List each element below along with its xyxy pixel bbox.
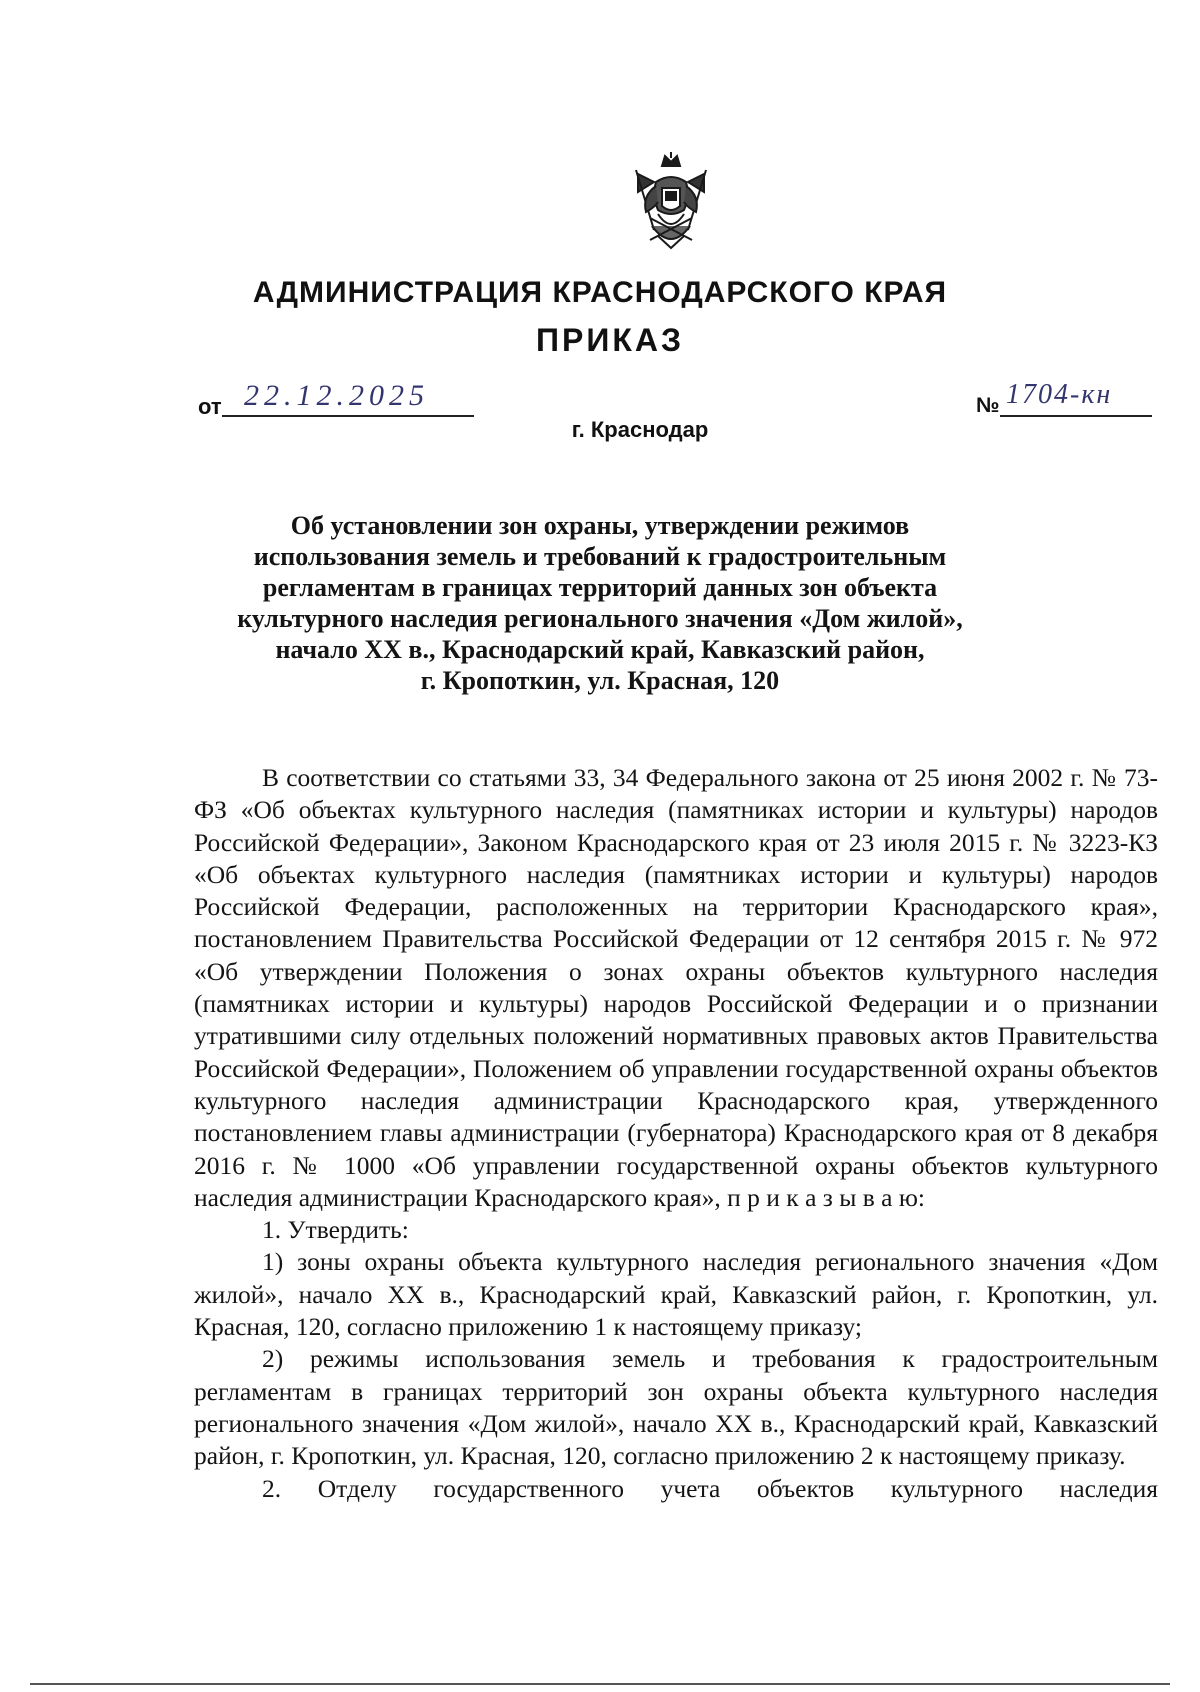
title-line: использования земель и требований к градостроительным: [253, 542, 947, 571]
item-1: 1. Утвердить:: [262, 1215, 409, 1245]
order-word: п р и к а з ы в а ю:: [727, 1182, 925, 1212]
item-1-1: 1) зоны охраны объекта культурного наследия регионального значения «Дом жилой», начало XX в., Краснодарский край, Кавказский район, г. Кропоткин, ул. Красная, 120, согласно приложению 1 к настоящему приказу;: [194, 1247, 1158, 1342]
item-2: 2. Отделу государственного учета объектов культурного наследия: [262, 1473, 1158, 1503]
preamble-paragraph: [194, 762, 1158, 1214]
number-prefix: №: [976, 394, 1000, 417]
item-1-2: 2) режимы использования земель и требования к градостроительным регламентам в границах территорий зон охраны объекта культурного наследия регионального значения «Дом жилой», начало XX в., Краснодарский край, Кавказский район, г. Кропоткин, ул. Красная, 120, согласно приложению 2 к настоящему приказу.: [194, 1344, 1158, 1471]
title-line: регламентам в границах территорий данных зон объекта: [262, 573, 938, 602]
document-title: [190, 510, 1010, 696]
document-type: ПРИКАЗ: [535, 322, 685, 358]
date-prefix: от: [198, 394, 222, 419]
date-value: 22.12.2025: [244, 379, 429, 412]
title-line: культурного наследия регионального значения «Дом жилой»,: [237, 604, 963, 633]
title-line: Об установлении зон охраны, утверждении режимов: [290, 511, 910, 540]
organization-name: АДМИНИСТРАЦИЯ КРАСНОДАРСКОГО КРАЯ: [252, 276, 948, 309]
number-field: [1000, 379, 1152, 417]
document-body: [194, 762, 1158, 1505]
date-field: [222, 379, 474, 417]
city: г. Краснодар: [571, 417, 709, 442]
title-line: г. Кропоткин, ул. Красная, 120: [420, 666, 780, 695]
preamble-text: В соответствии со статьями 33, 34 Федерального закона от 25 июня 2002 г. № 73-ФЗ «Об объектах культурного наследия (памятниках истории и культуры) народов Российской Федерации», Законом Краснодарского края от 23 июля 2015 г. № 3223-КЗ «Об объектах культурного наследия (памятниках истории и культуры) народов Российской Федерации, расположенных на территории Краснодарского края», постановлением Правительства Российской Федерации от 12 сентября 2015 г. № 972 «Об утверждении Положения о зонах охраны объектов культурного наследия (памятниках истории и культуры) народов Российской Федерации и о признании утратившими силу отдельных положений нормативных правовых актов Правительства Российской Федерации», Положением об управлении государственной охраны объектов культурного наследия администрации Краснодарского края, утвержденного постановлением главы администрации (губернатора) Краснодарского края от 8 декабря 2016 г. № 1000 «Об управлении государственной охраны объектов культурного наследия администрации Краснодарского края»,: [194, 763, 1158, 1212]
coat-of-arms-emblem: [628, 152, 714, 256]
title-line: начало XX в., Краснодарский край, Кавказский район,: [275, 635, 925, 664]
page-bottom-line: [30, 1683, 1170, 1685]
number-value: 1704-кн: [1006, 379, 1113, 410]
